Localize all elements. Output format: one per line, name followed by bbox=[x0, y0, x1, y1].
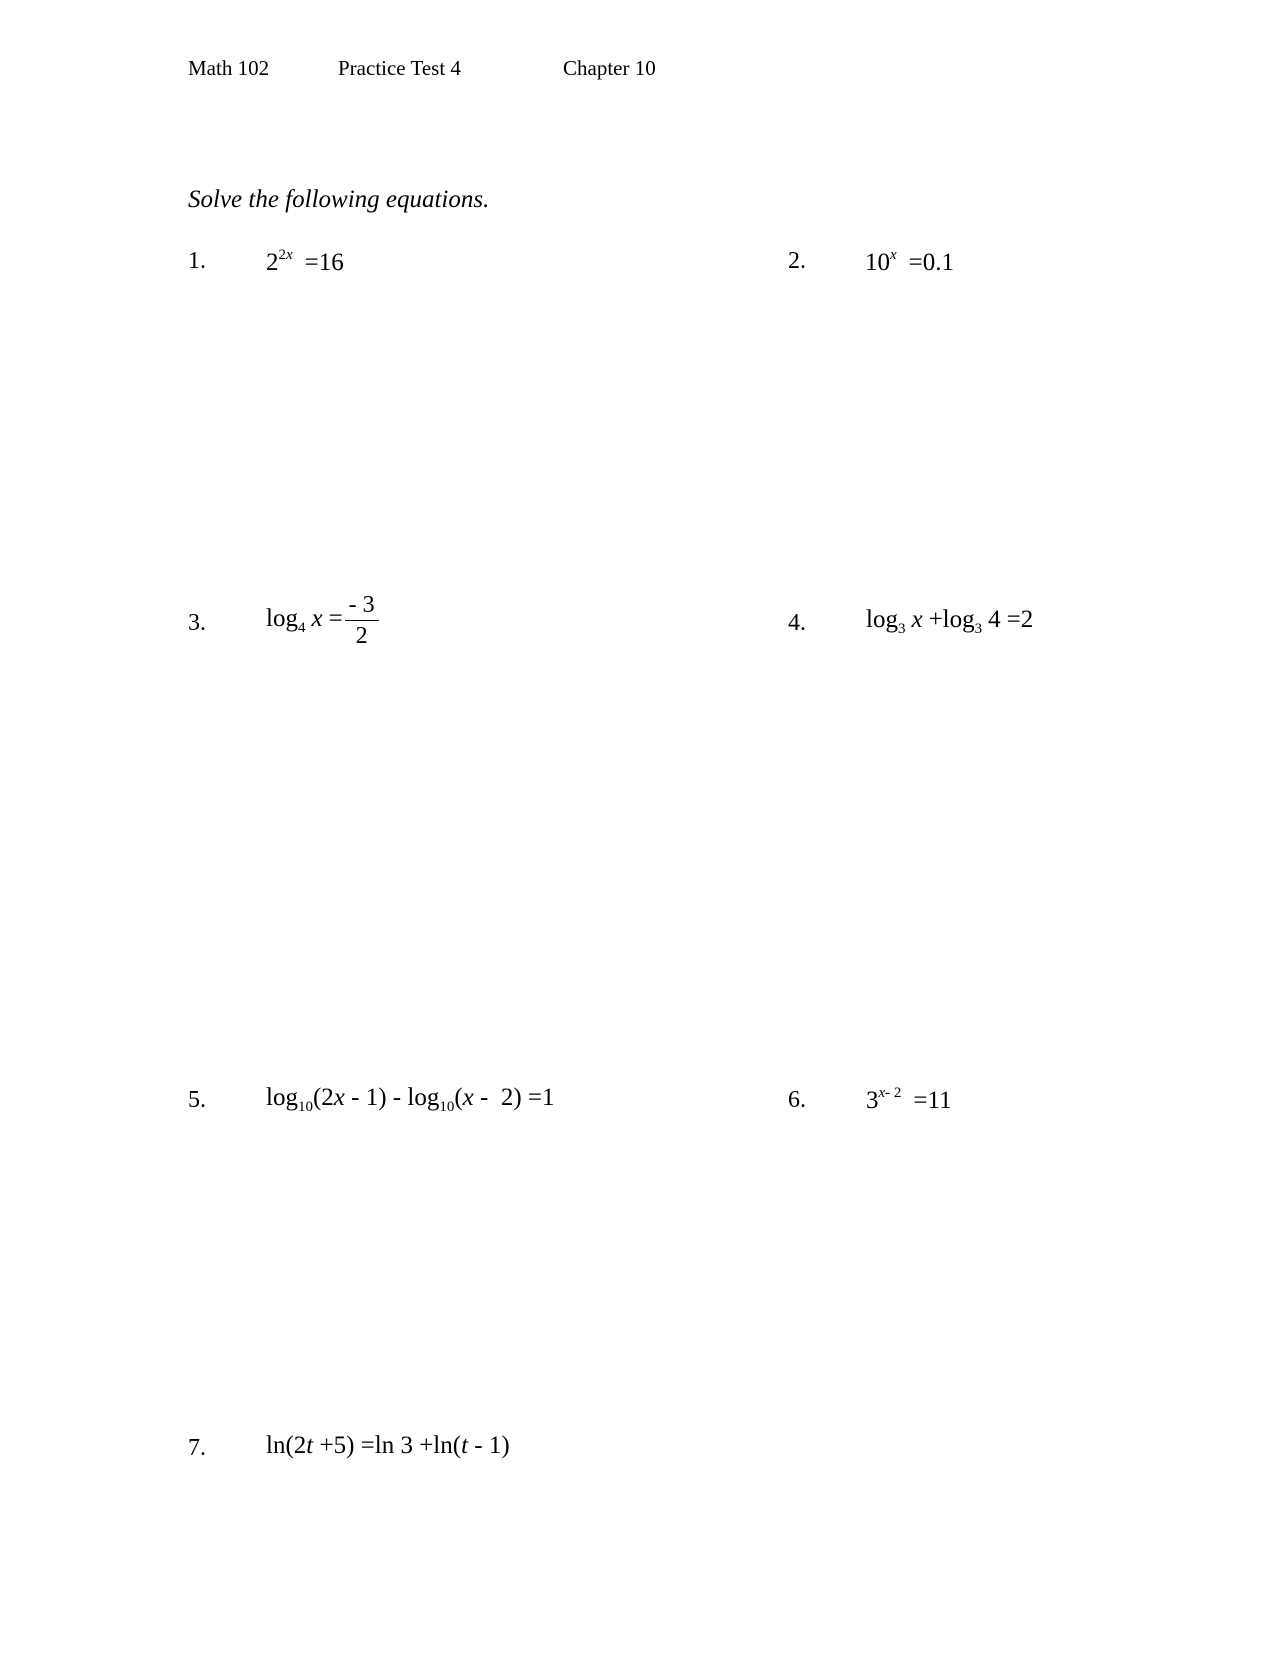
p5-rest1: - 1) - bbox=[344, 1084, 408, 1111]
p2-exp-var: x bbox=[890, 247, 897, 263]
p3-numerator: - 3 bbox=[345, 593, 379, 621]
p5-open1: (2 bbox=[312, 1084, 334, 1111]
problem-equation-1 bbox=[266, 247, 344, 276]
p5-sub1: 10 bbox=[297, 1099, 313, 1115]
p4-sub2: 3 bbox=[974, 621, 983, 637]
p4-sub1: 3 bbox=[897, 621, 906, 637]
p7-var1: t bbox=[306, 1432, 314, 1459]
p4-var: x bbox=[911, 606, 923, 633]
p1-exp-var: x bbox=[286, 247, 293, 263]
problem-number-6: 6. bbox=[788, 1087, 806, 1113]
p7-close: - 1) bbox=[468, 1432, 510, 1459]
p1-rhs: =16 bbox=[304, 249, 344, 276]
p1-exp-coef: 2 bbox=[278, 247, 286, 263]
p3-eq: = bbox=[328, 605, 343, 633]
p6-base: 3 bbox=[866, 1087, 879, 1114]
problem-number-2: 2. bbox=[788, 248, 806, 274]
p3-fraction bbox=[345, 593, 379, 648]
course-label: Math 102 bbox=[188, 56, 270, 80]
p1-base: 2 bbox=[266, 249, 279, 276]
p5-sub2: 10 bbox=[439, 1099, 455, 1115]
p5-fn1: log bbox=[266, 1084, 298, 1111]
p6-rhs: =11 bbox=[913, 1087, 952, 1114]
p3-denominator: 2 bbox=[355, 623, 368, 649]
p6-exp-rest: - 2 bbox=[885, 1085, 902, 1101]
problem-equation-5 bbox=[266, 1084, 555, 1115]
problem-number-4: 4. bbox=[788, 610, 806, 636]
p4-plus: + bbox=[928, 606, 943, 633]
p5-rest2: - 2) =1 bbox=[473, 1084, 555, 1111]
p3-sub: 4 bbox=[297, 620, 306, 637]
p7-open: ln(2 bbox=[266, 1432, 307, 1459]
problem-number-7: 7. bbox=[188, 1435, 206, 1461]
problem-number-3: 3. bbox=[188, 610, 206, 636]
p7-var2: t bbox=[461, 1432, 469, 1459]
p3-var: x bbox=[311, 605, 323, 633]
problem-number-5: 5. bbox=[188, 1087, 206, 1113]
p2-base: 10 bbox=[865, 249, 890, 276]
p5-open2: ( bbox=[454, 1084, 463, 1111]
p4-rhs: =2 bbox=[1006, 606, 1034, 633]
p5-fn2: log bbox=[407, 1084, 440, 1111]
chapter-label: Chapter 10 bbox=[563, 56, 656, 80]
p3-fn: log bbox=[266, 605, 298, 633]
problem-equation-2 bbox=[865, 247, 955, 276]
problem-equation-6 bbox=[866, 1085, 952, 1114]
problem-equation-4 bbox=[866, 606, 1034, 637]
problem-number-1: 1. bbox=[188, 248, 206, 274]
p2-rhs: =0.1 bbox=[908, 249, 955, 276]
p5-var1: x bbox=[333, 1084, 345, 1111]
p6-exp-var: x bbox=[878, 1085, 886, 1101]
problem-equation-7 bbox=[266, 1433, 510, 1458]
problem-equation-3 bbox=[266, 593, 379, 648]
instructions: Solve the following equations. bbox=[188, 186, 490, 213]
test-title: Practice Test 4 bbox=[338, 56, 461, 80]
p4-fn1: log bbox=[866, 606, 898, 633]
p7-mid: +5) =ln 3 +ln( bbox=[313, 1432, 462, 1459]
p4-arg2: 4 bbox=[988, 606, 1001, 633]
p5-var2: x bbox=[462, 1084, 474, 1111]
p4-fn2: log bbox=[942, 606, 975, 633]
